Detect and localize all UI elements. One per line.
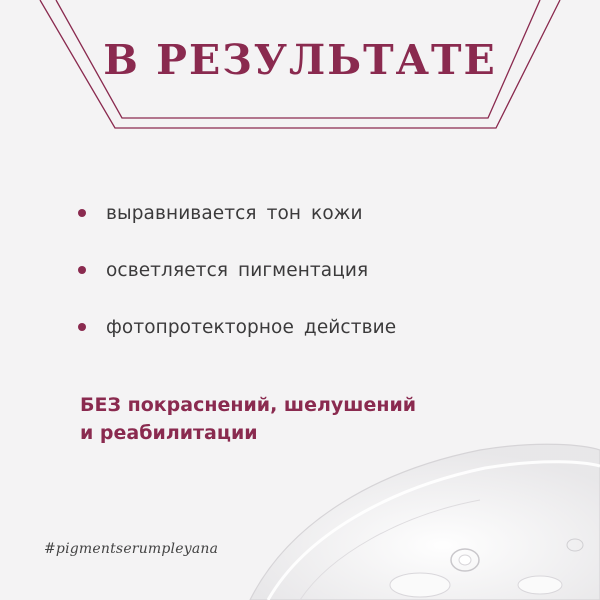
bullet-text: фотопротекторное действие [106,316,397,338]
hashtag: #pigmentserumpleyana [44,541,219,557]
bullet-dot-icon [78,323,86,331]
bullet-text: выравнивается тон кожи [106,202,363,224]
bullet-text: осветляется пигментация [106,259,369,281]
bullet-dot-icon [78,266,86,274]
page-title: В РЕЗУЛЬТАТЕ [103,36,497,84]
benefits-list [78,198,396,369]
note-line-2: и реабилитации [80,422,258,444]
list-item [78,198,396,228]
bullet-dot-icon [78,209,86,217]
highlight-note [80,391,416,447]
list-item [78,312,396,342]
list-item [78,255,396,285]
note-line-1: БЕЗ покраснений, шелушений [80,394,417,416]
